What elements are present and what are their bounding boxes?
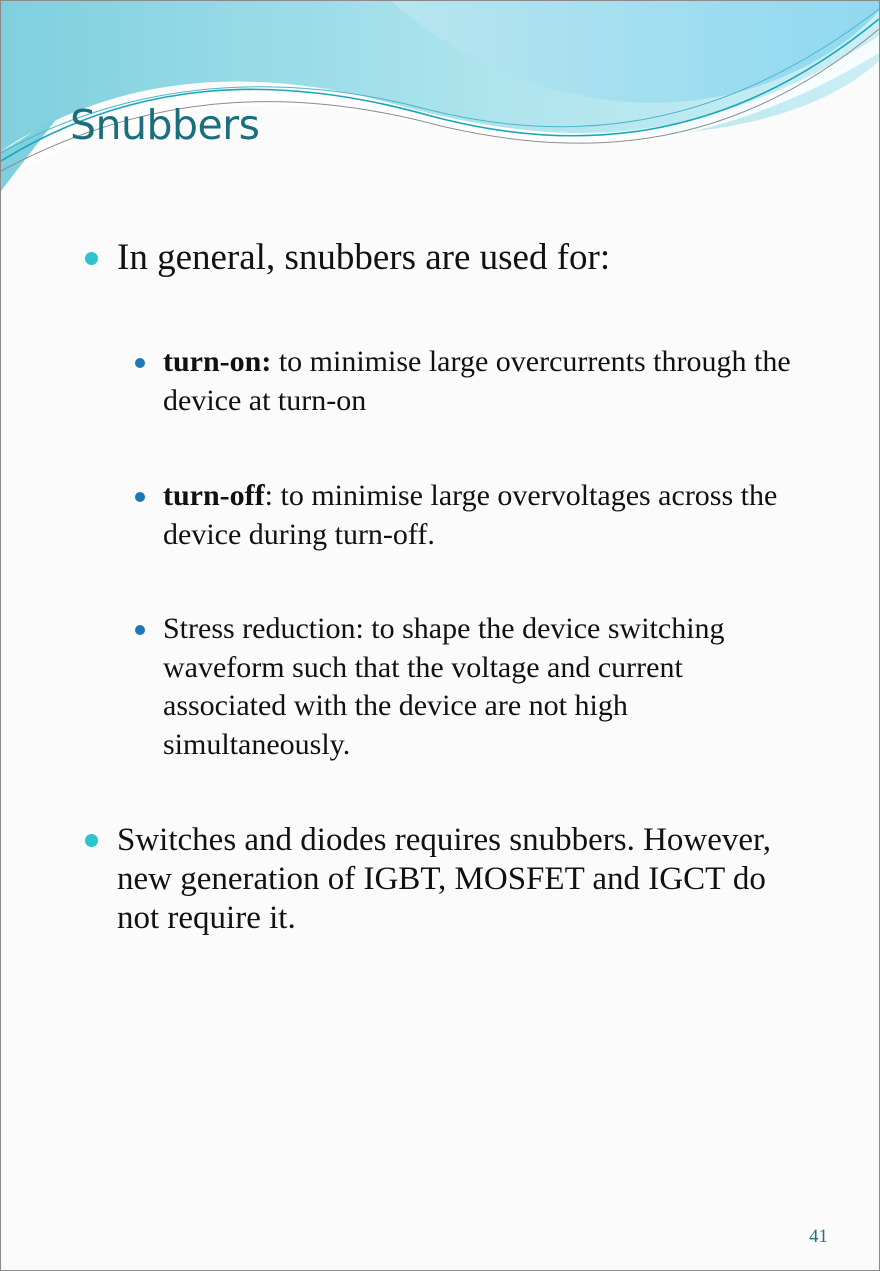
- turn-off-term: turn-off: [163, 479, 265, 512]
- turn-on-term: turn-on:: [163, 345, 272, 378]
- sub-bullet-dot-icon: [135, 492, 145, 502]
- bullet-intro: In general, snubbers are used for:: [117, 237, 611, 278]
- turn-off-text: : to minimise large overvoltages across the device during turn-off.: [163, 479, 778, 551]
- sub-bullet-turn-on: [163, 343, 823, 420]
- bullet-dot-icon: [85, 834, 98, 847]
- bullet-dot-icon: [85, 252, 98, 265]
- sub-bullet-dot-icon: [135, 358, 145, 368]
- turn-on-text: to minimise large overcurrents through the device at turn-on: [163, 345, 791, 417]
- bullet-switches-diodes: Switches and diodes requires snubbers. However, new generation of IGBT, MOSFET and IGCT do not require it.: [117, 822, 771, 936]
- sub-bullet-dot-icon: [135, 625, 145, 635]
- page-number: 41: [809, 1226, 828, 1247]
- sub-bullet-stress-reduction: Stress reduction: to shape the device switching waveform such that the voltage and current associated with the device are not high simultaneously.: [163, 612, 725, 761]
- sub-bullet-turn-off: [163, 477, 823, 554]
- slide-title: Snubbers: [70, 101, 260, 149]
